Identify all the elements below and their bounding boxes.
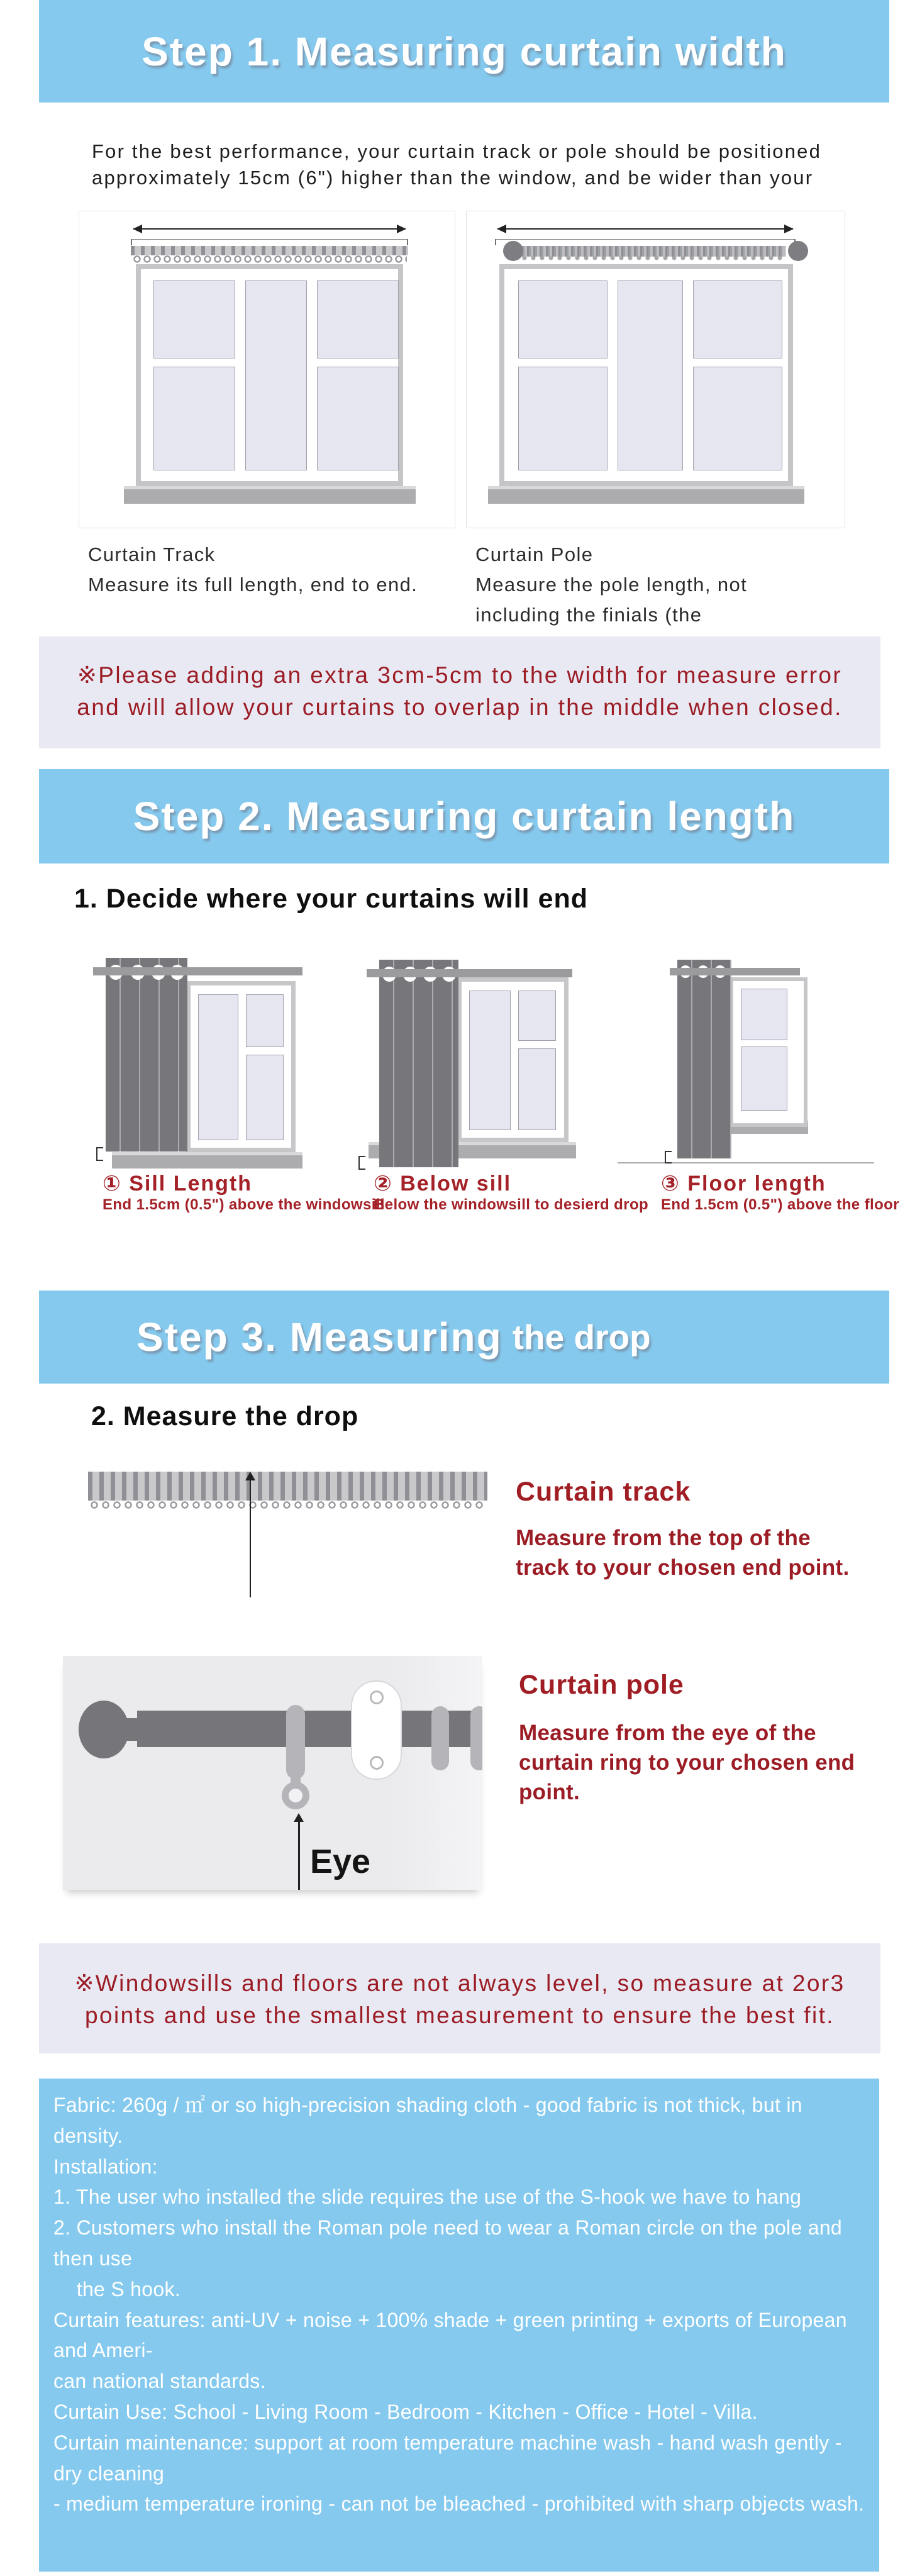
measure-end-bracket [665,1151,672,1163]
step2-header-band [39,769,889,863]
step3-title-main: Step 3. Measuring [136,1314,502,1360]
window-graphic [730,977,807,1127]
curtain-rod [93,967,302,975]
window-pane [518,1048,556,1130]
pole-caption-title: Curtain Pole [475,543,594,565]
curtain-ring-eye [282,1782,309,1809]
pole-caption [475,540,747,630]
track-width-diagram [79,211,455,528]
window-pane [245,280,307,470]
note1-line2: and will allow your curtains to overlap in the middle when closed. [77,694,843,720]
step2-title: Step 2. Measuring curtain length [133,794,796,839]
footer-line: the S hook. [53,2277,180,2301]
up-arrow-icon [298,1821,300,1890]
diagram1-subtitle: End 1.5cm (0.5") above the windowsill [103,1196,385,1213]
diagram3-subtitle: End 1.5cm (0.5") above the floor [661,1196,899,1213]
pole-ring-bumps [511,257,784,261]
footer-line: - medium temperature ironing - can not be bleached - prohibited with sharp objects wash. [53,2492,865,2516]
footer-line: Curtain features: anti-UV + noise + 100% shade + green printing + exports of European and Ameri- [53,2308,853,2362]
window-pane [518,280,608,358]
window-pane [693,367,782,470]
pole-finial-ball [79,1701,129,1758]
curtain-panel [106,958,187,1152]
curtain-panel [379,960,458,1167]
pole-finial-right [788,241,808,261]
footer-line: can national standards. [53,2370,266,2393]
windowsill [112,1152,302,1169]
pole-drop-line3: point. [519,1780,580,1804]
pole-ring [286,1705,305,1779]
windowsill [488,486,804,504]
footer-line: Curtain maintenance: support at room temperature machine wash - hand wash gently - dry cleaning [53,2431,848,2485]
pole-drop-title: Curtain pole [519,1670,684,1700]
window-graphic [499,264,793,486]
double-arrow-icon [497,228,793,230]
window-graphic [186,981,296,1152]
curtain-pole-graphic [510,246,785,257]
curtain-track-graphic [88,1472,487,1501]
eye-label: Eye [310,1843,371,1880]
pole-drop-line2: curtain ring to your chosen end [519,1750,855,1775]
note-box-width [39,636,880,748]
curtain-rod [367,969,572,977]
window-pane [246,994,284,1047]
pole-ring [470,1706,482,1770]
step1-intro-line1: For the best performance, your curtain track or pole should be positioned [92,140,822,162]
up-arrow-icon [250,1479,251,1597]
window-pane [246,1055,284,1140]
footer-line: 1. The user who installed the slide requires the use of the S-hook we have to hang [53,2185,802,2209]
diagram2-subtitle: Below the windowsill to desierd drop [374,1196,649,1213]
track-caption-title: Curtain Track [88,543,216,565]
step2-heading: 1. Decide where your curtains will end [74,884,589,914]
window-pane [741,989,787,1040]
window-pane [741,1046,787,1111]
step3-title-sub: the drop [512,1318,651,1357]
track-drop-line2: track to your chosen end point. [516,1555,850,1580]
pole-drop-line1: Measure from the eye of the [519,1721,816,1745]
track-glider-loops [132,255,407,264]
curtain-track-graphic [131,246,408,255]
window-graphic [136,264,403,486]
floor-line [618,1162,874,1163]
pole-finial-left [503,241,523,261]
step1-header-band [39,0,889,103]
footer-line: Curtain Use: School - Living Room - Bedroom - Kitchen - Office - Hotel - Villa. [53,2400,758,2423]
window-pane [518,991,556,1041]
note-box-level [39,1943,880,2053]
step3-header-band [39,1291,889,1384]
pole-width-diagram [466,211,845,528]
footer-line: Fabric: 260g / ㎡ or so high-precision shading cloth - good fabric is not thick, but in density. [53,2094,809,2147]
window-pane [153,280,235,358]
window-pane [198,994,238,1140]
track-drop-title: Curtain track [516,1477,691,1507]
pole-caption-line1: Measure the pole length, not [475,574,748,596]
pole-bracket [351,1680,402,1780]
pole-bar [137,1711,482,1747]
window-pane [317,367,399,470]
window-pane [618,280,683,470]
step3-heading: 2. Measure the drop [91,1401,359,1431]
windowsill [124,486,416,504]
product-info-footer [39,2079,879,2572]
double-arrow-icon [133,228,406,230]
bracket-screw-hole [370,1690,384,1704]
track-drop-line1: Measure from the top of the [516,1526,811,1550]
measure-end-bracket [358,1156,365,1170]
window-pane [469,991,511,1130]
diagram3-title: ③ Floor length [661,1172,826,1196]
bracket-screw-hole [370,1756,384,1770]
step1-intro-line2: approximately 15cm (6") higher than the window, and be wider than your [92,167,814,189]
measure-line [495,239,796,240]
window-graphic [457,977,569,1142]
window-pane [693,280,782,358]
step1-title: Step 1. Measuring curtain width [141,28,787,74]
pole-drop-diagram [63,1656,482,1890]
note2-line2: points and use the smallest measurement to ensure the best fit. [85,2002,835,2028]
window-pane [153,367,235,470]
curtain-panel [677,960,731,1158]
track-glider-loops [89,1501,486,1511]
note2-line1: ※Windowsills and floors are not always level, so measure at 2or3 [74,1970,845,1996]
diagram2-title: ② Below sill [374,1172,512,1196]
pole-ring [431,1706,449,1770]
note1-line1: ※Please adding an extra 3cm-5cm to the width for measure error [77,662,843,688]
measure-end-bracket [96,1147,103,1161]
track-caption-line: Measure its full length, end to end. [88,574,418,596]
diagram1-title: ① Sill Length [103,1172,253,1196]
window-pane [518,367,608,470]
pole-caption-line2: including the finials (the [475,604,702,626]
footer-line: Installation: [53,2155,158,2178]
footer-line: 2. Customers who install the Roman pole need to wear a Roman circle on the pole and then use [53,2216,848,2270]
measure-line [131,239,408,240]
window-pane [317,280,399,358]
curtain-rod [670,968,800,975]
track-caption [88,540,418,600]
